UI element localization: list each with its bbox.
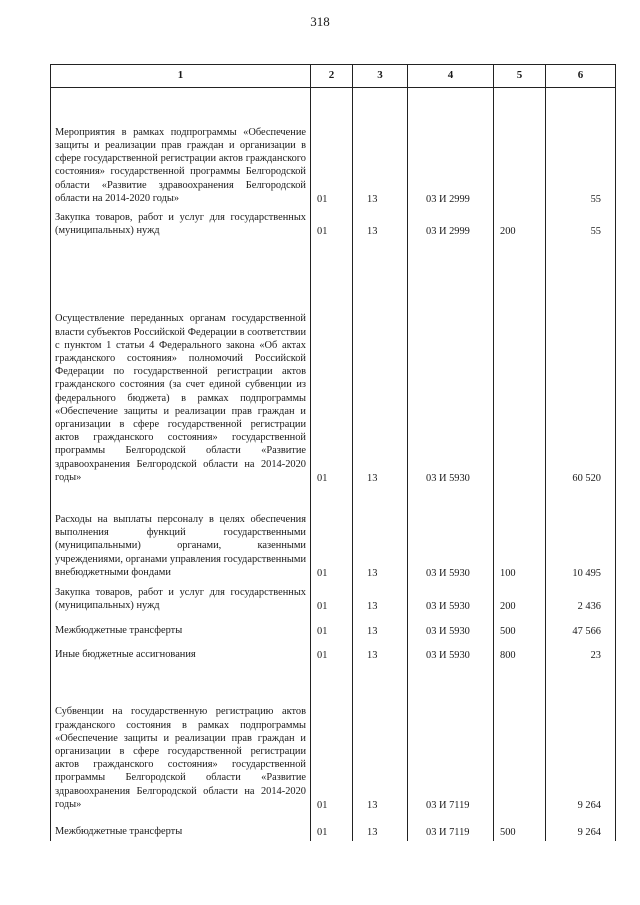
row-target-article: 03 И 5930 xyxy=(408,615,494,640)
row-expense-type: 200 xyxy=(494,582,546,615)
row-target-article: 03 И 5930 xyxy=(408,487,494,582)
row-target-article: 03 И 2999 xyxy=(408,208,494,240)
row-description: Субвенции на государственную регистрацию актов гражданского состояния в рамках подпрограммы «Обеспечение защиты и реализации прав граждан и организации в сфере государственной регистрации актов гражданского состояния» государственной программы Белгородской области «Развитие здравоохранения Белгородской области на 2014-2020 годы» xyxy=(51,664,311,814)
row-expense-type: 500 xyxy=(494,615,546,640)
row-subsection: 13 xyxy=(353,814,408,841)
row-target-article: 03 И 7119 xyxy=(408,664,494,814)
row-expense-type xyxy=(494,664,546,814)
row-amount: 55 xyxy=(546,208,616,240)
table-row xyxy=(51,615,616,640)
row-amount: 55 xyxy=(546,88,616,209)
table-row xyxy=(51,208,616,240)
row-subsection: 13 xyxy=(353,615,408,640)
row-description: Осуществление переданных органам государственной власти субъектов Российской Федерации в соответствии с пунктом 1 статьи 4 Федерального закона «Об актах гражданского состояния» полномочий Российской Федерации по государственной регистрации актов гражданского состояния (за счет единой субвенции из федерального бюджета) в рамках подпрограммы «Обеспечение защиты и реализации прав граждан и организации в сфере государственной регистрации актов гражданского состояния» государственной программы Белгородской области «Развитие здравоохранения Белгородской области на 2014-2020 годы» xyxy=(51,240,311,487)
row-expense-type xyxy=(494,240,546,487)
row-description: Мероприятия в рамках подпрограммы «Обеспечение защиты и реализации прав граждан и организации в сфере государственной регистрации актов гражданского состояния» государственной программы Белгородской области «Развитие здравоохранения Белгородской области на 2014-2020 годы» xyxy=(51,88,311,209)
row-description: Межбюджетные трансферты xyxy=(51,814,311,841)
table-row xyxy=(51,240,616,487)
row-section: 01 xyxy=(311,208,353,240)
header-col-3: 3 xyxy=(353,65,408,88)
row-description: Иные бюджетные ассигнования xyxy=(51,640,311,664)
table-row xyxy=(51,814,616,841)
row-expense-type: 200 xyxy=(494,208,546,240)
row-description: Закупка товаров, работ и услуг для государственных (муниципальных) нужд xyxy=(51,208,311,240)
row-section: 01 xyxy=(311,240,353,487)
page-number: 318 xyxy=(310,14,330,29)
row-section: 01 xyxy=(311,88,353,209)
row-subsection: 13 xyxy=(353,88,408,209)
row-section: 01 xyxy=(311,640,353,664)
table-row xyxy=(51,664,616,814)
row-subsection: 13 xyxy=(353,487,408,582)
row-subsection: 13 xyxy=(353,208,408,240)
row-amount: 2 436 xyxy=(546,582,616,615)
row-section: 01 xyxy=(311,582,353,615)
row-section: 01 xyxy=(311,664,353,814)
table-header-row xyxy=(51,65,616,88)
row-subsection: 13 xyxy=(353,664,408,814)
row-subsection: 13 xyxy=(353,640,408,664)
row-target-article: 03 И 7119 xyxy=(408,814,494,841)
budget-table xyxy=(50,64,616,841)
row-subsection: 13 xyxy=(353,240,408,487)
header-col-1: 1 xyxy=(51,65,311,88)
row-target-article: 03 И 2999 xyxy=(408,88,494,209)
row-expense-type: 800 xyxy=(494,640,546,664)
row-description: Расходы на выплаты персоналу в целях обеспечения выполнения функций государственными (муниципальными) органами, казенными учреждениями, органами управления государственными внебюджетными фондами xyxy=(51,487,311,582)
row-target-article: 03 И 5930 xyxy=(408,640,494,664)
row-target-article: 03 И 5930 xyxy=(408,240,494,487)
row-description: Закупка товаров, работ и услуг для государственных (муниципальных) нужд xyxy=(51,582,311,615)
table-row xyxy=(51,487,616,582)
row-section: 01 xyxy=(311,814,353,841)
row-expense-type: 100 xyxy=(494,487,546,582)
row-target-article: 03 И 5930 xyxy=(408,582,494,615)
header-col-6: 6 xyxy=(546,65,616,88)
table-row xyxy=(51,640,616,664)
row-expense-type: 500 xyxy=(494,814,546,841)
row-amount: 9 264 xyxy=(546,664,616,814)
row-amount: 47 566 xyxy=(546,615,616,640)
header-col-2: 2 xyxy=(311,65,353,88)
row-expense-type xyxy=(494,88,546,209)
row-section: 01 xyxy=(311,487,353,582)
header-col-4: 4 xyxy=(408,65,494,88)
table-row xyxy=(51,582,616,615)
row-section: 01 xyxy=(311,615,353,640)
row-amount: 10 495 xyxy=(546,487,616,582)
row-subsection: 13 xyxy=(353,582,408,615)
row-amount: 23 xyxy=(546,640,616,664)
row-description: Межбюджетные трансферты xyxy=(51,615,311,640)
header-col-5: 5 xyxy=(494,65,546,88)
row-amount: 60 520 xyxy=(546,240,616,487)
row-amount: 9 264 xyxy=(546,814,616,841)
table-row xyxy=(51,88,616,209)
